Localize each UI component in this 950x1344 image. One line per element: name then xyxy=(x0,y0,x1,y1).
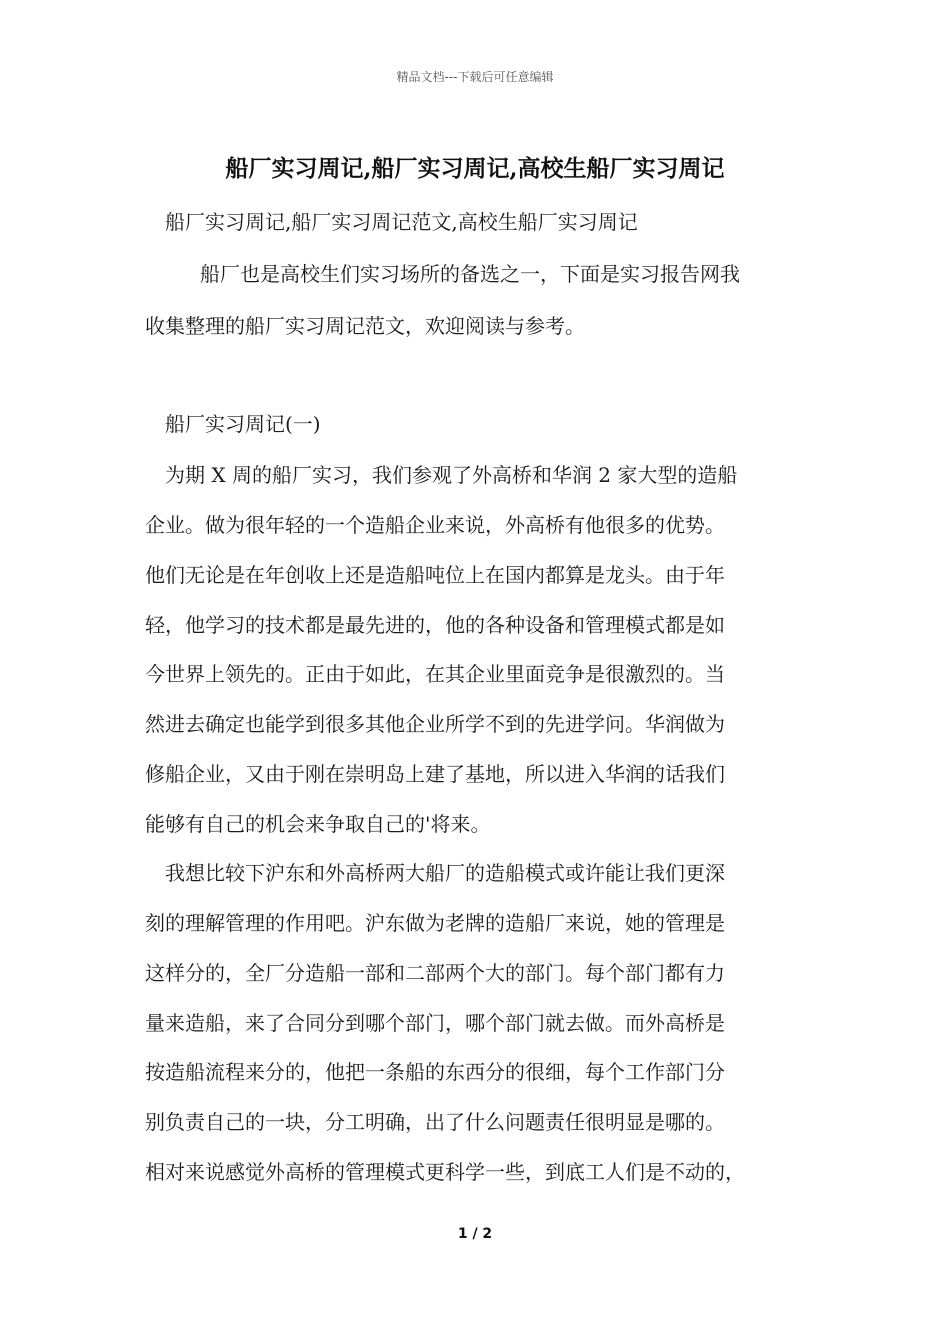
paragraph-line: 这样分的，全厂分造船一部和二部两个大的部门。每个部门都有力 xyxy=(145,961,725,985)
paragraph-line: 相对来说感觉外高桥的管理模式更科学一些，到底工人们是不动的， xyxy=(145,1160,745,1184)
paragraph-line: 按造船流程来分的，他把一条船的东西分的很细，每个工作部门分 xyxy=(145,1060,725,1084)
paragraph-line: 为期 X 周的船厂实习，我们参观了外高桥和华润 2 家大型的造船 xyxy=(165,463,738,487)
paragraph-line: 轻，他学习的技术都是最先进的，他的各种设备和管理模式都是如 xyxy=(145,613,725,637)
paragraph-line: 企业。做为很年轻的一个造船企业来说，外高桥有他很多的优势。 xyxy=(145,513,725,537)
document-title: 船厂实习周记,船厂实习周记,高校生船厂实习周记 xyxy=(225,155,725,182)
intro-line: 船厂也是高校生们实习场所的备选之一，下面是实习报告网我 xyxy=(200,262,740,286)
paragraph-line: 修船企业，又由于刚在崇明岛上建了基地，所以进入华润的话我们 xyxy=(145,762,725,786)
paragraph-line: 然进去确定也能学到很多其他企业所学不到的先进学问。华润做为 xyxy=(145,712,725,736)
paragraph-line: 刻的理解管理的作用吧。沪东做为老牌的造船厂来说，她的管理是 xyxy=(145,911,725,935)
intro-line: 收集整理的船厂实习周记范文，欢迎阅读与参考。 xyxy=(145,314,585,338)
document-subtitle: 船厂实习周记,船厂实习周记范文,高校生船厂实习周记 xyxy=(165,210,638,234)
paragraph-line: 我想比较下沪东和外高桥两大船厂的造船模式或许能让我们更深 xyxy=(165,861,725,885)
page-header: 精品文档---下载后可任意编辑 xyxy=(396,70,554,84)
section-heading: 船厂实习周记(一) xyxy=(165,412,321,436)
paragraph-line: 别负责自己的一块，分工明确，出了什么问题责任很明显是哪的。 xyxy=(145,1110,725,1134)
paragraph-line: 今世界上领先的。正由于如此，在其企业里面竞争是很激烈的。当 xyxy=(145,662,725,686)
page-number: 1 / 2 xyxy=(457,1226,493,1242)
paragraph-line: 能够有自己的机会来争取自己的'将来。 xyxy=(145,812,491,836)
paragraph-line: 量来造船，来了合同分到哪个部门，哪个部门就去做。而外高桥是 xyxy=(145,1011,725,1035)
paragraph-line: 他们无论是在年创收上还是造船吨位上在国内都算是龙头。由于年 xyxy=(145,563,725,587)
